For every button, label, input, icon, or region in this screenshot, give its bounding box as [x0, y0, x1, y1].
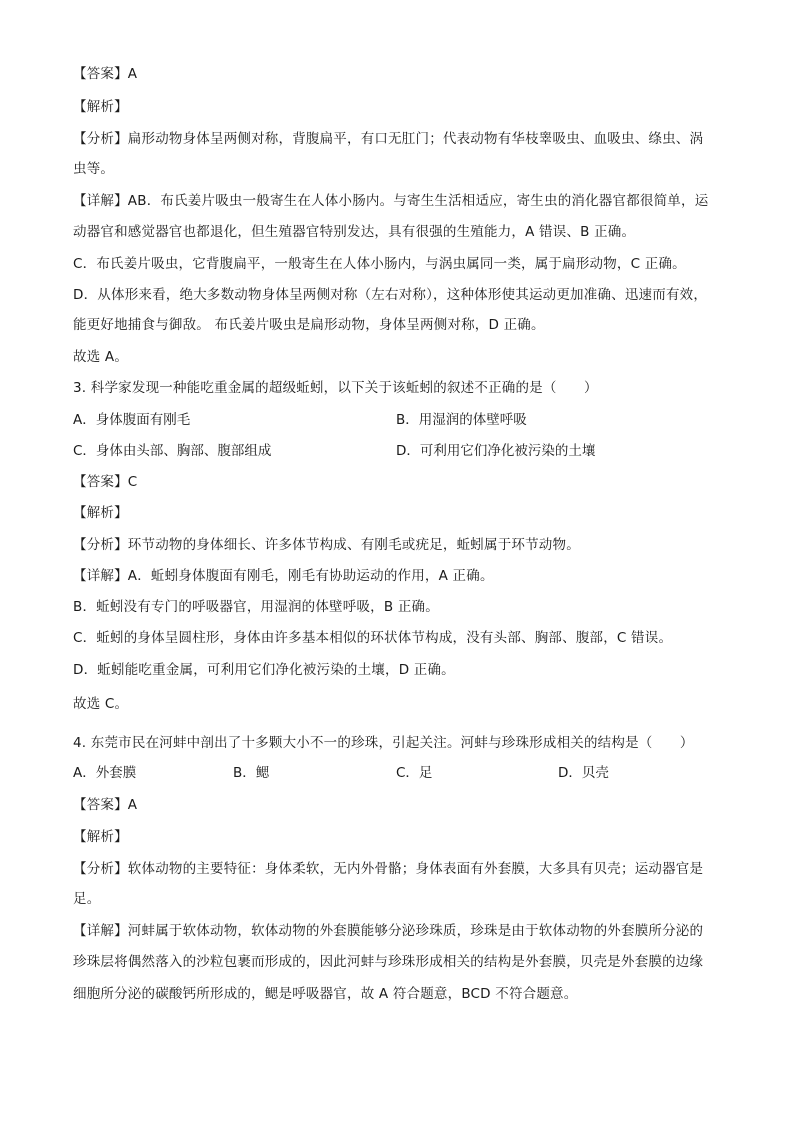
q2-xiangjie-d-line-2: 能更好地捕食与御敌。 布氏姜片吸虫是扁形动物，身体呈两侧对称，D 正确。 [73, 317, 545, 333]
q3-xiangjie-b: B．蚯蚓没有专门的呼吸器官，用湿润的体壁呼吸，B 正确。 [73, 599, 439, 615]
q4-fenxi-line-1: 【分析】软体动物的主要特征：身体柔软，无内外骨骼；身体表面有外套膜，大多具有贝壳；运动器官是 [73, 861, 704, 877]
q3-option-d: D．可利用它们净化被污染的土壤 [396, 443, 596, 459]
q2-xiangjie-c: C．布氏姜片吸虫，它背腹扁平，一般寄生在人体小肠内，与涡虫属同一类，属于扁形动物，C 正确。 [73, 256, 686, 272]
q4-option-d: D．贝壳 [558, 765, 609, 781]
q3-xiangjie-c: C．蚯蚓的身体呈圆柱形，身体由许多基本相似的环状体节构成，没有头部、胸部、腹部，C 错误。 [73, 630, 673, 646]
q4-xiangjie-line-3: 细胞所分泌的碳酸钙所形成的，鳃是呼吸器官，故 A 符合题意，BCD 不符合题意。 [73, 986, 578, 1002]
q2-fenxi-line-1: 【分析】扁形动物身体呈两侧对称，背腹扁平，有口无肛门；代表动物有华枝睾吸虫、血吸虫、绦虫、涡 [73, 131, 704, 147]
q3-option-c: C．身体由头部、胸部、腹部组成 [73, 443, 272, 459]
q3-option-a: A．身体腹面有刚毛 [73, 412, 191, 428]
q3-fenxi: 【分析】环节动物的身体细长、许多体节构成、有刚毛或疣足，蚯蚓属于环节动物。 [73, 537, 580, 553]
q3-xiangjie-d: D．蚯蚓能吃重金属，可利用它们净化被污染的土壤，D 正确。 [73, 662, 455, 678]
q2-xiangjie-d-line-1: D．从体形来看，绝大多数动物身体呈两侧对称（左右对称），这种体形使其运动更加准确、迅速而有效， [73, 287, 708, 303]
q2-fenxi-line-2: 虫等。 [73, 161, 115, 177]
q4-xiangjie-line-2: 珍珠层将偶然落入的沙粒包裹而形成的，因此河蚌与珍珠形成相关的结构是外套膜，贝壳是外套膜的边缘 [73, 954, 704, 970]
q2-answer: 【答案】A [73, 66, 138, 82]
q2-xiangjie-line-2: 动器官和感觉器官也都退化，但生殖器官特别发达，具有很强的生殖能力，A 错误、B 正确。 [73, 224, 636, 240]
q3-xiangjie-a: 【详解】A．蚯蚓身体腹面有刚毛，刚毛有协助运动的作用，A 正确。 [73, 568, 494, 584]
q4-answer: 【答案】A [73, 797, 138, 813]
q3-option-b: B．用湿润的体壁呼吸 [396, 412, 527, 428]
q4-stem: 4. 东莞市民在河蚌中剖出了十多颗大小不一的珍珠，引起关注。河蚌与珍珠形成相关的结构是（ ） [73, 735, 694, 751]
q4-fenxi-line-2: 足。 [73, 891, 101, 907]
q2-choose: 故选 A。 [73, 349, 129, 365]
q2-xiangjie-line-1: 【详解】AB．布氏姜片吸虫一般寄生在人体小肠内。与寄生生活相适应，寄生虫的消化器官都很简单，运 [73, 193, 709, 209]
q2-analysis-label: 【解析】 [73, 99, 128, 115]
q3-choose: 故选 C。 [73, 696, 129, 712]
q4-analysis-label: 【解析】 [73, 829, 128, 845]
q3-answer: 【答案】C [73, 474, 138, 490]
q4-option-a: A．外套膜 [73, 765, 137, 781]
q3-stem: 3. 科学家发现一种能吃重金属的超级蚯蚓，以下关于该蚯蚓的叙述不正确的是（ ） [73, 380, 598, 396]
q4-xiangjie-line-1: 【详解】河蚌属于软体动物，软体动物的外套膜能够分泌珍珠质，珍珠是由于软体动物的外套膜所分泌的 [73, 923, 704, 939]
q3-analysis-label: 【解析】 [73, 505, 128, 521]
q4-option-c: C．足 [396, 765, 433, 781]
q4-option-b: B．鳃 [233, 765, 270, 781]
